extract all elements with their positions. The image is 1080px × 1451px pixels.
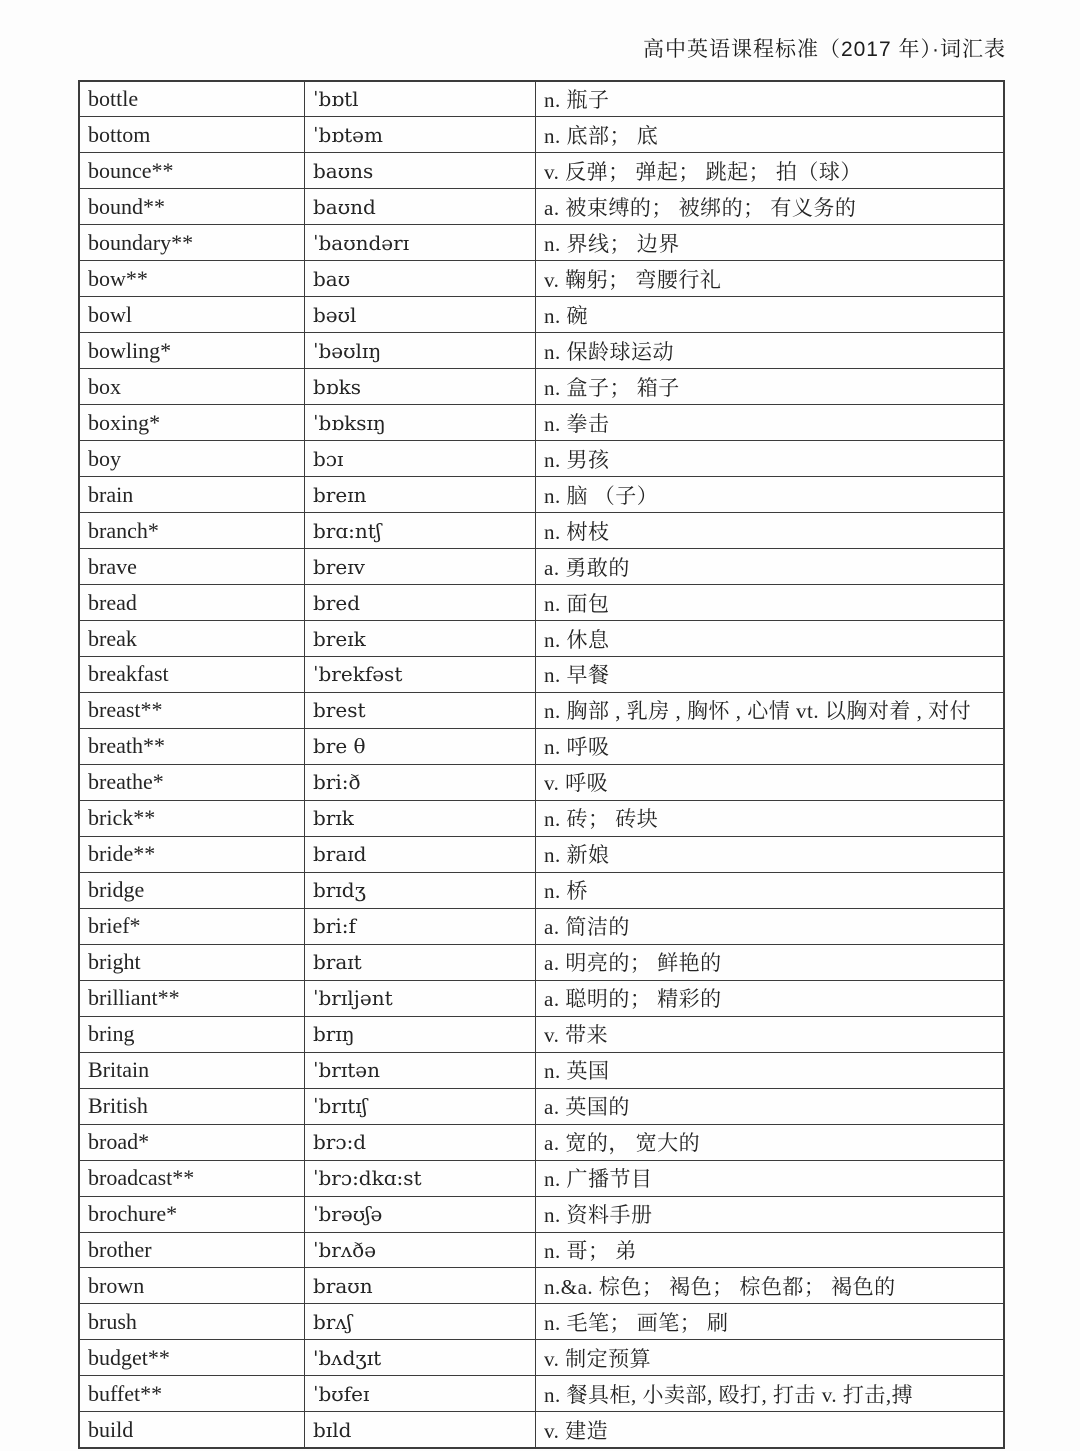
word-cell: brother <box>79 1232 305 1268</box>
phonetic-cell: ˈbɒtl <box>305 81 536 117</box>
table-row <box>79 872 1004 908</box>
word-cell: British <box>79 1088 305 1124</box>
meaning-cell: n. 砖； 砖块 <box>536 800 1005 836</box>
word-cell: brick** <box>79 800 305 836</box>
table-row <box>79 1160 1004 1196</box>
word-cell: bowl <box>79 297 305 333</box>
phonetic-cell: baʊnd <box>305 189 536 225</box>
table-row <box>79 1340 1004 1376</box>
phonetic-cell: brɔ:d <box>305 1124 536 1160</box>
phonetic-cell: ˈbaʊndərɪ <box>305 225 536 261</box>
word-cell: bright <box>79 944 305 980</box>
phonetic-cell: ˈbɒksɪŋ <box>305 405 536 441</box>
word-cell: bread <box>79 585 305 621</box>
word-cell: breast** <box>79 692 305 728</box>
meaning-cell: a. 宽的， 宽大的 <box>536 1124 1005 1160</box>
meaning-cell: n. 呼吸 <box>536 728 1005 764</box>
meaning-cell: n. 碗 <box>536 297 1005 333</box>
word-cell: breakfast <box>79 657 305 693</box>
word-cell: breathe* <box>79 764 305 800</box>
meaning-cell: n. 脑 （子） <box>536 477 1005 513</box>
phonetic-cell: ˈbɒtəm <box>305 117 536 153</box>
phonetic-cell: ˈbəʊlɪŋ <box>305 333 536 369</box>
word-cell: brown <box>79 1268 305 1304</box>
phonetic-cell: ˈbrɔ:dkɑ:st <box>305 1160 536 1196</box>
meaning-cell: v. 制定预算 <box>536 1340 1005 1376</box>
meaning-cell: v. 带来 <box>536 1016 1005 1052</box>
table-row <box>79 1124 1004 1160</box>
table-row <box>79 117 1004 153</box>
meaning-cell: a. 聪明的； 精彩的 <box>536 980 1005 1016</box>
table-row <box>79 333 1004 369</box>
phonetic-cell: ˈbrʌðə <box>305 1232 536 1268</box>
word-cell: build <box>79 1412 305 1448</box>
phonetic-cell: breɪk <box>305 621 536 657</box>
table-row <box>79 477 1004 513</box>
meaning-cell: n. 胸部 , 乳房 , 胸怀 , 心情 vt. 以胸对着 , 对付 <box>536 692 1005 728</box>
vocab-table-body <box>79 81 1004 1448</box>
word-cell: breath** <box>79 728 305 764</box>
meaning-cell: n. 新娘 <box>536 836 1005 872</box>
word-cell: budget** <box>79 1340 305 1376</box>
phonetic-cell: brest <box>305 692 536 728</box>
table-row <box>79 621 1004 657</box>
meaning-cell: n. 哥； 弟 <box>536 1232 1005 1268</box>
table-row <box>79 1088 1004 1124</box>
meaning-cell: n.&a. 棕色； 褐色； 棕色都； 褐色的 <box>536 1268 1005 1304</box>
word-cell: branch* <box>79 513 305 549</box>
phonetic-cell: brɪdʒ <box>305 872 536 908</box>
phonetic-cell: bɪld <box>305 1412 536 1448</box>
meaning-cell: a. 英国的 <box>536 1088 1005 1124</box>
table-row <box>79 549 1004 585</box>
table-row <box>79 297 1004 333</box>
word-cell: bound** <box>79 189 305 225</box>
word-cell: bottle <box>79 81 305 117</box>
meaning-cell: v. 鞠躬； 弯腰行礼 <box>536 261 1005 297</box>
phonetic-cell: baʊ <box>305 261 536 297</box>
meaning-cell: n. 早餐 <box>536 657 1005 693</box>
word-cell: brave <box>79 549 305 585</box>
table-row <box>79 153 1004 189</box>
meaning-cell: n. 广播节目 <box>536 1160 1005 1196</box>
phonetic-cell: ˈbrəʊʃə <box>305 1196 536 1232</box>
table-row <box>79 1196 1004 1232</box>
phonetic-cell: bred <box>305 585 536 621</box>
word-cell: bowling* <box>79 333 305 369</box>
word-cell: boxing* <box>79 405 305 441</box>
word-cell: brilliant** <box>79 980 305 1016</box>
phonetic-cell: brʌʃ <box>305 1304 536 1340</box>
table-row <box>79 189 1004 225</box>
phonetic-cell: ˈbrɪtən <box>305 1052 536 1088</box>
table-row <box>79 800 1004 836</box>
meaning-cell: n. 瓶子 <box>536 81 1005 117</box>
meaning-cell: n. 桥 <box>536 872 1005 908</box>
meaning-cell: n. 休息 <box>536 621 1005 657</box>
table-row <box>79 980 1004 1016</box>
phonetic-cell: 'bʌdʒɪt <box>305 1340 536 1376</box>
phonetic-cell: bəʊl <box>305 297 536 333</box>
phonetic-cell: brɪŋ <box>305 1016 536 1052</box>
word-cell: buffet** <box>79 1376 305 1412</box>
phonetic-cell: braɪd <box>305 836 536 872</box>
word-cell: bring <box>79 1016 305 1052</box>
word-cell: brief* <box>79 908 305 944</box>
meaning-cell: n. 底部； 底 <box>536 117 1005 153</box>
table-row <box>79 728 1004 764</box>
word-cell: bow** <box>79 261 305 297</box>
phonetic-cell: ˈbrɪljənt <box>305 980 536 1016</box>
table-row <box>79 585 1004 621</box>
meaning-cell: n. 男孩 <box>536 441 1005 477</box>
table-row <box>79 657 1004 693</box>
table-row <box>79 692 1004 728</box>
phonetic-cell: brɪk <box>305 800 536 836</box>
meaning-cell: v. 反弹； 弹起； 跳起； 拍（球） <box>536 153 1005 189</box>
vocab-table <box>78 80 1005 1449</box>
meaning-cell: a. 明亮的； 鲜艳的 <box>536 944 1005 980</box>
table-row <box>79 1232 1004 1268</box>
meaning-cell: n. 毛笔； 画笔； 刷 <box>536 1304 1005 1340</box>
word-cell: box <box>79 369 305 405</box>
meaning-cell: n. 英国 <box>536 1052 1005 1088</box>
table-row <box>79 441 1004 477</box>
table-row <box>79 764 1004 800</box>
word-cell: brush <box>79 1304 305 1340</box>
phonetic-cell: breɪv <box>305 549 536 585</box>
word-cell: bride** <box>79 836 305 872</box>
word-cell: boundary** <box>79 225 305 261</box>
table-row <box>79 944 1004 980</box>
table-row <box>79 261 1004 297</box>
word-cell: broad* <box>79 1124 305 1160</box>
table-row <box>79 1304 1004 1340</box>
table-row <box>79 1412 1004 1448</box>
table-row <box>79 369 1004 405</box>
phonetic-cell: bri:f <box>305 908 536 944</box>
phonetic-cell: ˈbʊfeɪ <box>305 1376 536 1412</box>
table-row <box>79 836 1004 872</box>
table-row <box>79 405 1004 441</box>
table-row <box>79 1052 1004 1088</box>
phonetic-cell: brɑ:ntʃ <box>305 513 536 549</box>
meaning-cell: a. 简洁的 <box>536 908 1005 944</box>
meaning-cell: n. 盒子； 箱子 <box>536 369 1005 405</box>
word-cell: broadcast** <box>79 1160 305 1196</box>
table-row <box>79 1268 1004 1304</box>
phonetic-cell: breɪn <box>305 477 536 513</box>
meaning-cell: v. 建造 <box>536 1412 1005 1448</box>
table-row <box>79 1376 1004 1412</box>
table-row <box>79 513 1004 549</box>
word-cell: bounce** <box>79 153 305 189</box>
table-row <box>79 908 1004 944</box>
meaning-cell: n. 餐具柜, 小卖部, 殴打, 打击 v. 打击,搏 <box>536 1376 1005 1412</box>
meaning-cell: n. 保龄球运动 <box>536 333 1005 369</box>
table-row <box>79 1016 1004 1052</box>
phonetic-cell: ˈbrekfəst <box>305 657 536 693</box>
table-row <box>79 225 1004 261</box>
word-cell: brochure* <box>79 1196 305 1232</box>
word-cell: Britain <box>79 1052 305 1088</box>
word-cell: boy <box>79 441 305 477</box>
word-cell: bottom <box>79 117 305 153</box>
meaning-cell: v. 呼吸 <box>536 764 1005 800</box>
phonetic-cell: bri:ð <box>305 764 536 800</box>
meaning-cell: n. 拳击 <box>536 405 1005 441</box>
phonetic-cell: bɒks <box>305 369 536 405</box>
word-cell: break <box>79 621 305 657</box>
table-row <box>79 81 1004 117</box>
phonetic-cell: bɔɪ <box>305 441 536 477</box>
meaning-cell: a. 被束缚的； 被绑的； 有义务的 <box>536 189 1005 225</box>
meaning-cell: n. 资料手册 <box>536 1196 1005 1232</box>
meaning-cell: n. 树枝 <box>536 513 1005 549</box>
word-cell: brain <box>79 477 305 513</box>
phonetic-cell: ˈbrɪtɪʃ <box>305 1088 536 1124</box>
phonetic-cell: bre θ <box>305 728 536 764</box>
phonetic-cell: braɪt <box>305 944 536 980</box>
word-cell: bridge <box>79 872 305 908</box>
page-header-title: 高中英语课程标准（2017 年）·词汇表 <box>642 38 1006 61</box>
meaning-cell: n. 界线； 边界 <box>536 225 1005 261</box>
phonetic-cell: braʊn <box>305 1268 536 1304</box>
meaning-cell: n. 面包 <box>536 585 1005 621</box>
phonetic-cell: baʊns <box>305 153 536 189</box>
meaning-cell: a. 勇敢的 <box>536 549 1005 585</box>
